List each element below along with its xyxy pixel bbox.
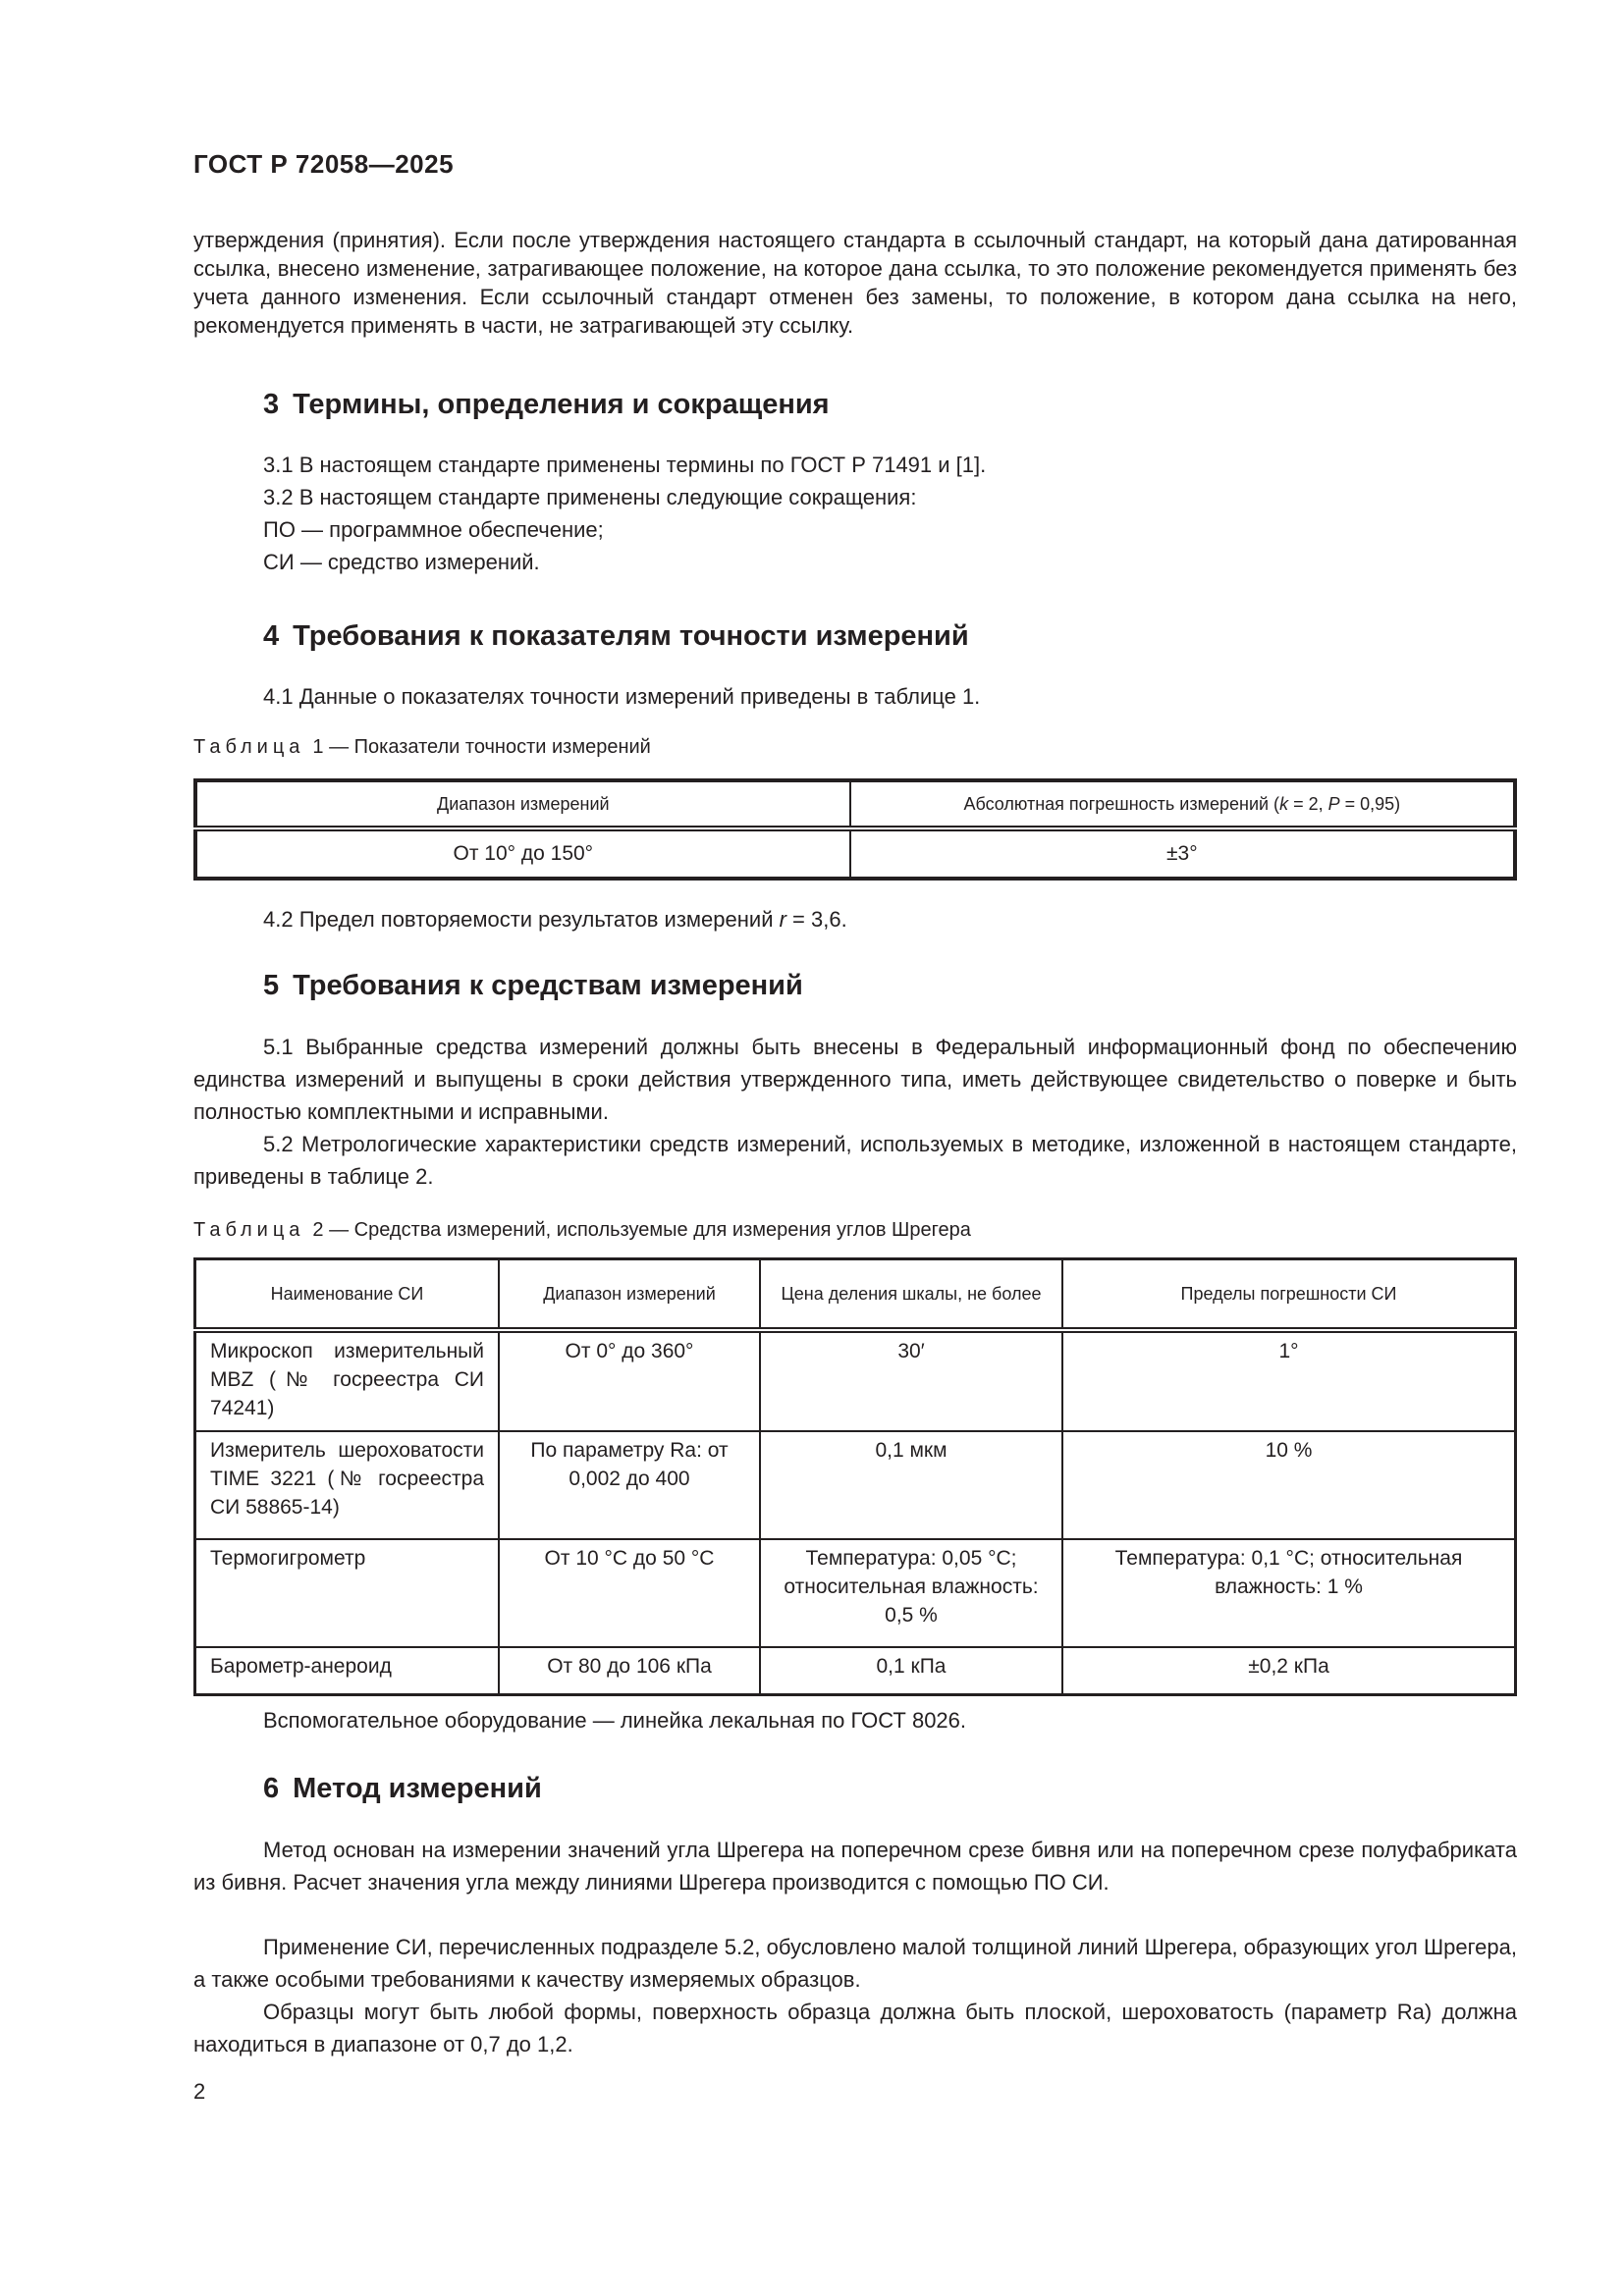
- section-title: Требования к показателям точности измерений: [293, 620, 969, 652]
- clause-4-1: 4.1 Данные о показателях точности измерений приведены в таблице 1.: [263, 684, 981, 709]
- intro-paragraph: утверждения (принятия). Если после утверждения настоящего стандарта в ссылочный стандарт, на который дана датированная ссылка, внесено изменение, затрагивающее положение, на которое дана ссылка, то это положение рекомендуется применять без учета данного изменения. Если ссылочный стандарт отменен без замены, то положение, в котором дана ссылка на него, рекомендуется применять в части, не затрагивающей эту ссылку.: [193, 228, 1517, 338]
- table-row: [195, 1539, 1516, 1647]
- caption-word: Таблица: [193, 736, 305, 758]
- clause-3-1: 3.1 В настоящем стандарте применены термины по ГОСТ Р 71491 и [1].: [263, 453, 987, 477]
- page-number: 2: [193, 2079, 206, 2104]
- section-number: 5: [263, 970, 280, 1001]
- table-row: [195, 1431, 1516, 1539]
- clause-text: 4.2 Предел повторяемости результатов измерений: [263, 907, 780, 932]
- table-row: [195, 1330, 1516, 1431]
- section-4-heading: [263, 620, 969, 653]
- auxiliary-equipment: Вспомогательное оборудование — линейка лекальная по ГОСТ 8026.: [263, 1708, 967, 1733]
- section-number: 4: [263, 620, 280, 652]
- method-paragraph-2: Применение СИ, перечисленных подразделе 5.2, обусловлено малой толщиной линий Шрегера, образующих угол Шрегера, а также особыми требованиями к качеству измеряемых образцов.: [193, 1935, 1517, 1992]
- table-cell: 0,1 кПа: [760, 1647, 1062, 1694]
- clause-4-2: [263, 904, 847, 934]
- table-row: [195, 828, 1515, 879]
- table-cell: 10 %: [1062, 1431, 1516, 1539]
- column-header: Диапазон измерений: [499, 1259, 760, 1331]
- method-paragraph-3: Образцы могут быть любой формы, поверхность образца должна быть плоской, шероховатость (параметр Ra) должна находиться в диапазоне от 0,7 до 1,2.: [193, 2000, 1517, 2056]
- table-1: [193, 778, 1517, 881]
- table-cell: Микроскоп измерительный MBZ (№ госреестра СИ 74241): [195, 1330, 500, 1431]
- caption-text: 2 — Средства измерений, используемые для измерения углов Шрегера: [312, 1219, 971, 1241]
- section-number: 3: [263, 389, 280, 420]
- section-6-heading: [263, 1773, 542, 1805]
- table-cell: Измеритель шероховатости TIME 3221 (№ госреестра СИ 58865-14): [195, 1431, 500, 1539]
- table-header-row: [195, 1259, 1516, 1331]
- section-title: Требования к средствам измерений: [293, 970, 803, 1001]
- section-3-heading: [263, 389, 830, 421]
- table-cell: 30′: [760, 1330, 1062, 1431]
- table-header-row: [195, 780, 1515, 828]
- table-cell: Барометр-анероид: [195, 1647, 500, 1694]
- column-header: Пределы погрешности СИ: [1062, 1259, 1516, 1331]
- clause-5-1: 5.1 Выбранные средства измерений должны быть внесены в Федеральный информационный фонд по обеспечению единства измерений и выпущены в сроки действия утвержденного типа, иметь действующее свидетельство о поверке и быть полностью комплектными и исправными.: [193, 1035, 1517, 1124]
- table-1-caption: [193, 736, 651, 759]
- column-header: Цена деления шкалы, не более: [760, 1259, 1062, 1331]
- abbrev-po: ПО — программное обеспечение;: [263, 517, 604, 542]
- table-cell: 0,1 мкм: [760, 1431, 1062, 1539]
- table-cell: Термогигрометр: [195, 1539, 500, 1647]
- abbrev-si: СИ — средство измерений.: [263, 550, 540, 574]
- table-cell: По параметру Ra: от 0,002 до 400: [499, 1431, 760, 1539]
- column-header: Абсолютная погрешность измерений (k = 2, P = 0,95): [850, 780, 1515, 828]
- clause-3-2: 3.2 В настоящем стандарте применены следующие сокращения:: [263, 485, 917, 509]
- table-cell: ±0,2 кПа: [1062, 1647, 1516, 1694]
- table-cell: Температура: 0,1 °С; относительная влажность: 1 %: [1062, 1539, 1516, 1647]
- table-cell: От 10° до 150°: [195, 828, 850, 879]
- section-number: 6: [263, 1773, 280, 1804]
- table-cell: ±3°: [850, 828, 1515, 879]
- section-title: Термины, определения и сокращения: [293, 389, 830, 420]
- column-header: Диапазон измерений: [195, 780, 850, 828]
- clause-text: = 3,6.: [785, 907, 847, 932]
- table-2: [193, 1257, 1517, 1696]
- table-cell: От 0° до 360°: [499, 1330, 760, 1431]
- table-cell: 1°: [1062, 1330, 1516, 1431]
- section-title: Метод измерений: [293, 1773, 542, 1804]
- section-5-heading: [263, 970, 803, 1002]
- table-cell: От 80 до 106 кПа: [499, 1647, 760, 1694]
- caption-text: 1 — Показатели точности измерений: [312, 736, 651, 758]
- variable-r: r: [779, 907, 786, 932]
- table-cell: Температура: 0,05 °С; относительная влажность: 0,5 %: [760, 1539, 1062, 1647]
- table-row: [195, 1647, 1516, 1694]
- caption-word: Таблица: [193, 1219, 305, 1241]
- table-2-caption: [193, 1219, 971, 1242]
- method-paragraph-1: Метод основан на измерении значений угла Шрегера на поперечном срезе бивня или на поперечном срезе полуфабриката из бивня. Расчет значения угла между линиями Шрегера производится с помощью ПО СИ.: [193, 1838, 1517, 1895]
- column-header: Наименование СИ: [195, 1259, 500, 1331]
- running-header: ГОСТ Р 72058—2025: [193, 149, 455, 179]
- table-cell: От 10 °С до 50 °С: [499, 1539, 760, 1647]
- clause-5-2: 5.2 Метрологические характеристики средств измерений, используемых в методике, изложенной в настоящем стандарте, приведены в таблице 2.: [193, 1132, 1517, 1189]
